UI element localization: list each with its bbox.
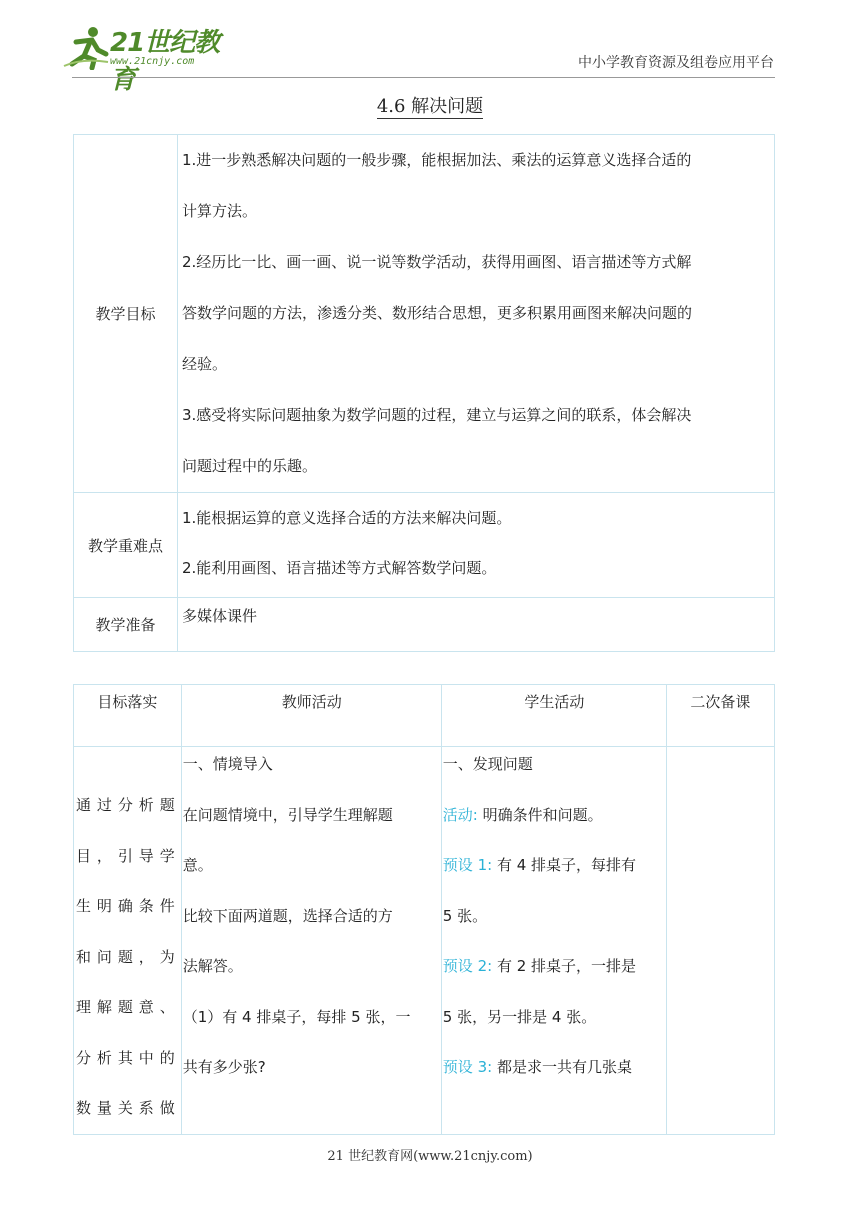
prep-text: 多媒体课件: [182, 607, 258, 625]
lesson-info-table: [73, 134, 775, 652]
preset-1-cont: 5 张。: [442, 906, 488, 925]
page-header: [0, 0, 860, 95]
student-section-title: 一、发现问题: [442, 755, 533, 773]
teacher-activity-cell: [181, 747, 441, 1135]
logo: [62, 22, 232, 95]
goal-line: 计算方法。: [182, 202, 258, 220]
preset-2-text: 有 2 排桌子，一排是: [496, 957, 637, 975]
prep-content: [178, 598, 775, 652]
teacher-line: 法解答。: [182, 957, 243, 975]
runner-logo-icon: [62, 24, 110, 70]
teacher-line: 意。: [182, 856, 213, 874]
preset-1-line: [443, 840, 666, 891]
activity-text: 明确条件和问题。: [482, 805, 603, 824]
objective-line: 和问题，为: [76, 947, 179, 966]
preset-3-text: 都是求一共有几张桌: [496, 1058, 632, 1076]
second-prep-cell: [666, 747, 774, 1135]
goal-line: 问题过程中的乐趣。: [182, 457, 318, 475]
teacher-line: 在问题情境中，引导学生理解题: [182, 805, 393, 824]
activity-table: [73, 684, 775, 1135]
student-activity-line: [443, 790, 666, 841]
page-title: [0, 92, 860, 118]
objective-line: 通过分析题: [76, 796, 179, 814]
goals-label: 教学目标: [74, 135, 178, 493]
activity-label: 活动:: [442, 805, 478, 824]
header-student: 学生活动: [441, 685, 666, 747]
objective-line: 目，引导学: [76, 846, 179, 865]
header-divider: [72, 77, 775, 78]
key-point: 2.能利用画图、语言描述等方式解答数学问题。: [182, 559, 497, 577]
platform-name: 中小学教育资源及组卷应用平台: [578, 55, 774, 71]
key-points-content: [178, 493, 775, 598]
header-objective: 目标落实: [74, 685, 182, 747]
objective-line: 理解题意、: [76, 998, 179, 1016]
prep-row: [74, 598, 775, 652]
goal-line: 2.经历比一比、画一画、说一说等数学活动，获得用画图、语言描述等方式解: [182, 253, 692, 271]
teacher-line: 一、情境导入: [182, 755, 273, 773]
teacher-line: 比较下面两道题，选择合适的方: [182, 906, 393, 925]
header-teacher: 教师活动: [181, 685, 441, 747]
key-point: 1.能根据运算的意义选择合适的方法来解决问题。: [182, 509, 512, 527]
goal-line: 经验。: [182, 355, 228, 373]
student-activity-cell: [441, 747, 666, 1135]
title-text: 4.6 解决问题: [376, 96, 484, 117]
goal-line: 1.进一步熟悉解决问题的一般步骤，能根据加法、乘法的运算意义选择合适的: [182, 151, 692, 169]
goals-row: [74, 135, 775, 493]
logo-url: www.21cnjy.com: [110, 56, 195, 67]
goal-line: 3.感受将实际问题抽象为数学问题的过程，建立与运算之间的联系，体会解决: [182, 406, 692, 424]
preset-3-label: 预设 3:: [442, 1058, 493, 1076]
activity-header-row: [74, 685, 775, 747]
preset-2-cont: 5 张，另一排是 4 张。: [442, 1007, 597, 1026]
header-prep: 二次备课: [666, 685, 774, 747]
goal-line: 答数学问题的方法，渗透分类、数形结合思想，更多积累用画图来解决问题的: [182, 304, 693, 322]
key-points-row: [74, 493, 775, 598]
preset-2-line: [443, 941, 666, 992]
page-footer: 21 世纪教育网(www.21cnjy.com): [327, 1149, 533, 1164]
activity-body-row: [74, 747, 775, 1135]
teacher-line: （1）有 4 排桌子，每排 5 张，一: [182, 1007, 411, 1026]
logo-text: 21世纪教育: [110, 28, 220, 95]
goals-content: [178, 135, 775, 493]
objective-line: 数量关系做: [76, 1099, 179, 1117]
objective-cell: [74, 747, 182, 1135]
key-points-label: 教学重难点: [74, 493, 178, 598]
preset-1-label: 预设 1:: [442, 856, 493, 874]
objective-line: 分析其中的: [76, 1048, 179, 1067]
prep-label: 教学准备: [74, 598, 178, 652]
preset-3-line: [443, 1042, 666, 1093]
teacher-line: 共有多少张?: [182, 1058, 266, 1076]
preset-1-text: 有 4 排桌子，每排有: [496, 856, 637, 874]
preset-2-label: 预设 2:: [442, 957, 493, 975]
objective-line: 生明确条件: [76, 897, 179, 915]
